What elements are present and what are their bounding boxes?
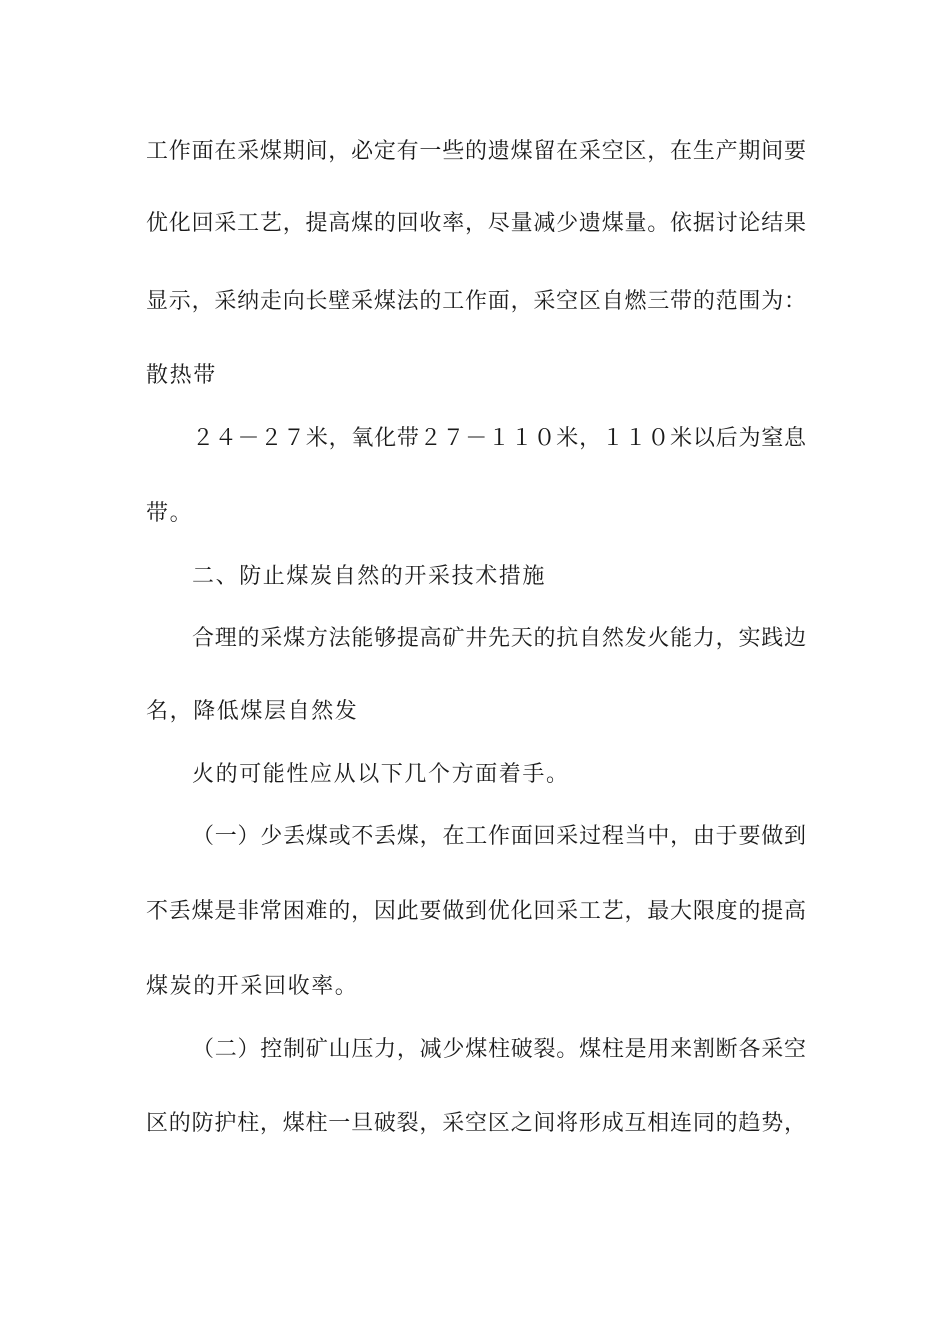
paragraph-line: 煤炭的开采回收率。 xyxy=(146,974,359,999)
paragraph-line: 散热带 xyxy=(146,363,217,388)
paragraph-line: 工作面在采煤期间，必定有一些的遗煤留在采空区，在生产期间要 xyxy=(146,139,806,164)
section-heading: 二、防止煤炭自然的开采技术措施 xyxy=(192,564,547,589)
paragraph-line: 显示，采纳走向长壁采煤法的工作面，采空区自燃三带的范围为： xyxy=(146,289,806,314)
paragraph-line: （二）控制矿山压力，减少煤柱破裂。煤柱是用来割断各采空 xyxy=(192,1037,806,1062)
paragraph-line: 区的防护柱，煤柱一旦破裂，采空区之间将形成互相连同的趋势， xyxy=(146,1111,806,1136)
paragraph-line: ２４－２７米，氧化带２７－１１０米，１１０米以后为窒息 xyxy=(192,426,806,451)
paragraph-line: 带。 xyxy=(146,501,194,526)
paragraph-line: （一）少丢煤或不丢煤，在工作面回采过程当中，由于要做到 xyxy=(192,824,806,849)
paragraph-line: 合理的采煤方法能够提高矿井先天的抗自然发火能力，实践边 xyxy=(192,626,806,651)
paragraph-line: 优化回采工艺，提高煤的回收率，尽量减少遗煤量。依据讨论结果 xyxy=(146,211,806,236)
paragraph-line: 火的可能性应从以下几个方面着手。 xyxy=(192,762,570,787)
paragraph-line: 不丢煤是非常困难的，因此要做到优化回采工艺，最大限度的提高 xyxy=(146,899,806,924)
paragraph-line: 名，降低煤层自然发 xyxy=(146,699,359,724)
